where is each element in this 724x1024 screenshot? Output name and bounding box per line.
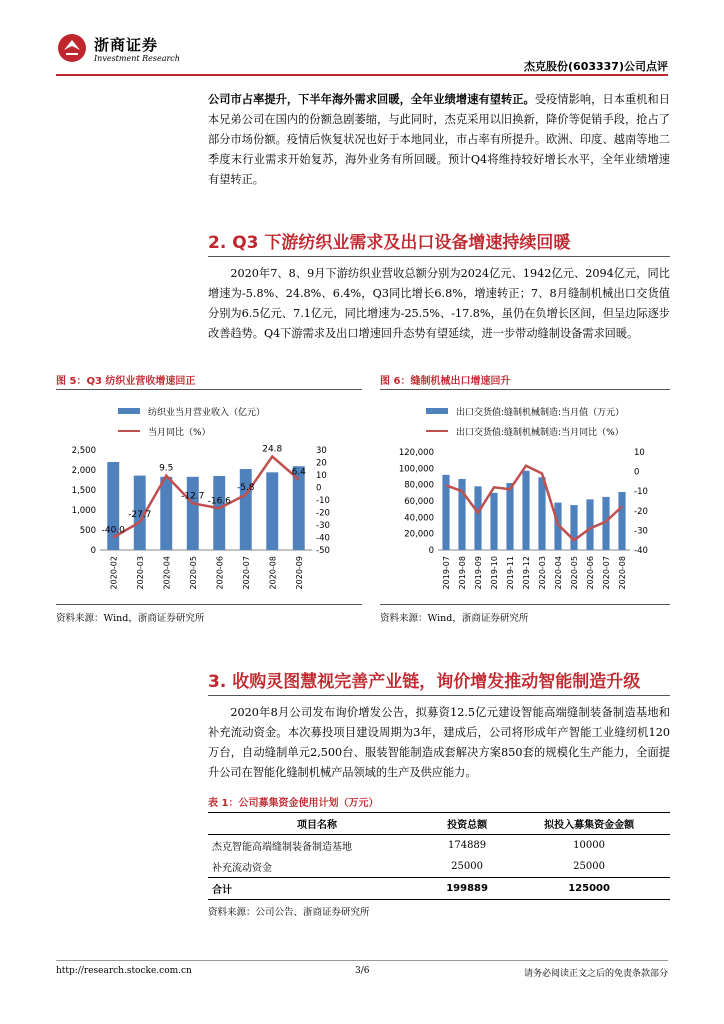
x-tick-label: 2020-06 [586, 556, 595, 590]
y-right-tick-label: -50 [316, 546, 330, 556]
intro-paragraph [208, 90, 670, 190]
section3-divider [208, 695, 670, 696]
x-tick-label: 2019-09 [474, 556, 483, 590]
y-right-tick-label: 10 [316, 471, 327, 481]
y-left-tick-label: 80,000 [404, 480, 434, 491]
y-left-tick-label: 1,500 [71, 486, 96, 496]
fig6-source: 资料来源：Wind，浙商证券研究所 [380, 613, 529, 624]
fig5-bottom-divider [56, 604, 362, 605]
y-right-tick-label: -30 [634, 526, 648, 537]
x-tick-label: 2020-05 [188, 556, 198, 590]
data-label: -16.6 [207, 496, 231, 507]
data-label: -40.0 [101, 525, 125, 536]
y-left-tick-label: 60,000 [404, 497, 434, 507]
logo-name: 浙商证券 [94, 36, 159, 54]
bar [586, 499, 593, 550]
bar [240, 469, 252, 550]
col-header: 拟投入募集资金金额 [508, 813, 670, 835]
x-tick-label: 2020-09 [294, 556, 304, 590]
y-right-tick-label: 0 [634, 467, 640, 478]
fig5-divider [56, 389, 362, 390]
x-tick-label: 2020-07 [241, 556, 251, 590]
intro-bold: 公司市占率提升，下半年海外需求回暖，全年业绩增速有望转正。 [208, 93, 535, 106]
x-tick-label: 2020-04 [554, 556, 563, 590]
y-left-tick-label: 2,500 [71, 446, 96, 456]
bar [538, 477, 545, 550]
y-left-tick-label: 0 [428, 546, 434, 556]
y-right-tick-label: -30 [316, 521, 330, 531]
table-row [208, 856, 670, 878]
bar [570, 505, 577, 550]
table-cell: 174889 [447, 840, 487, 851]
logo-icon [56, 32, 88, 64]
fig5-legend-line: 当月同比（%） [118, 424, 265, 438]
data-label: 6.4 [291, 467, 306, 478]
col-header: 项目名称 [208, 813, 426, 835]
fig6-legend-line: 出口交货值:缝制机械制造:当月同比（%） [426, 424, 624, 438]
table-total-row [208, 878, 670, 900]
section3-paragraph: 2020年8月公司发布询价增发公告，拟募资12.5亿元建设智能高端缝制装备制造基地和补充流动资金。本次募投项目建设周期为3年，建成后，公司将形成年产智能工业缝纫机120万台，自动缝制单元2,500台、服装智能制造成套解决方案850套的规模化生产能力，全面提升公司在智能化缝制机械产品领域的生产及供应能力。 [208, 706, 670, 779]
fig6-chart [380, 440, 670, 600]
y-left-tick-label: 2,000 [71, 466, 96, 476]
table-row [208, 835, 670, 857]
table-cell: 25000 [451, 861, 483, 872]
y-right-tick-label: 0 [316, 483, 322, 494]
y-right-tick-label: 20 [316, 458, 327, 469]
x-tick-label: 2020-06 [215, 556, 225, 590]
y-right-tick-label: -10 [634, 487, 648, 498]
header-divider [56, 74, 668, 76]
y-right-tick-label: 30 [316, 446, 327, 456]
bar [187, 477, 199, 550]
x-tick-label: 2020-08 [618, 556, 627, 590]
table1-title: 表 1：公司募集资金使用计划（万元） [208, 798, 379, 809]
x-tick-label: 2020-07 [602, 556, 611, 590]
y-right-tick-label: -10 [316, 496, 330, 506]
company-logo [56, 30, 196, 70]
x-tick-label: 2019-07 [442, 556, 451, 590]
data-label: -5.8 [236, 482, 255, 493]
table-cell: 杰克智能高端缝制装备制造基地 [212, 842, 352, 853]
fig5-legend-bar: 纺织业当月营业收入（亿元） [118, 404, 265, 418]
y-right-tick-label: 10 [634, 448, 645, 458]
x-tick-label: 2019-11 [506, 556, 515, 590]
page-number: 3/6 [355, 966, 370, 976]
section2-divider [208, 256, 670, 257]
table-cell: 199889 [426, 878, 508, 900]
fig5-legend [118, 404, 265, 438]
table-cell: 补充流动资金 [212, 863, 272, 874]
footer-url[interactable]: http://research.stocke.com.cn [56, 966, 192, 976]
table-cell: 合计 [208, 878, 426, 900]
bar [506, 483, 513, 550]
fig5-title: 图 5：Q3 纺织业营收增速回正 [56, 376, 196, 387]
table1-source: 资料来源：公司公告、浙商证券研究所 [208, 907, 370, 918]
section2-paragraph: 2020年7、8、9月下游纺织业营收总额分别为2024亿元、1942亿元、2094亿元，同比增速为-5.8%、24.8%、6.4%，Q3同比增长6.8%，增速转正；7、8月缝制机械出口交货值分别为6.5亿元、7.1亿元，同比增速为-25.5%、-17.8%，虽仍在负增长区间，但呈边际逐步改善趋势。Q4下游需求及出口增速回升态势有望延续，进一步带动缝制设备需求回暖。 [208, 267, 670, 340]
y-right-tick-label: -40 [634, 546, 648, 556]
fig6-divider [380, 389, 670, 390]
bar [618, 492, 625, 550]
y-right-tick-label: -20 [316, 508, 330, 519]
y-left-tick-label: 500 [79, 526, 96, 536]
data-label: 24.8 [262, 444, 283, 455]
table-cell: 125000 [508, 878, 670, 900]
y-left-tick-label: 120,000 [398, 448, 434, 458]
x-tick-label: 2020-02 [109, 556, 119, 590]
fig6-legend-bar: 出口交货值:缝制机械制造:当月值（万元） [426, 404, 624, 418]
fig5-chart [56, 440, 362, 600]
y-left-tick-label: 1,000 [71, 506, 96, 516]
table-header-row [208, 813, 670, 835]
data-label: -12.7 [181, 491, 205, 502]
report-header: 杰克股份(603337)公司点评 [524, 60, 668, 73]
logo-subtitle: Investment Research [94, 54, 180, 63]
x-tick-label: 2020-05 [570, 556, 579, 590]
section2-title: 2. Q3 下游纺织业需求及出口设备增速持续回暖 [208, 233, 571, 253]
bar [213, 476, 225, 550]
col-header: 投资总额 [426, 813, 508, 835]
bar [266, 472, 278, 550]
x-tick-label: 2019-08 [458, 556, 467, 590]
fig6-legend [426, 404, 624, 438]
x-tick-label: 2020-04 [162, 556, 172, 590]
fig5-source: 资料来源：Wind，浙商证券研究所 [56, 613, 205, 624]
data-label: 9.5 [159, 463, 174, 474]
bar [160, 477, 172, 550]
y-left-tick-label: 40,000 [404, 513, 434, 524]
x-tick-label: 2019-10 [490, 556, 499, 590]
data-label: -27.7 [128, 510, 152, 521]
y-right-tick-label: -20 [634, 506, 648, 517]
fig6-bottom-divider [380, 604, 670, 605]
fund-usage-table [208, 812, 670, 900]
x-tick-label: 2020-08 [268, 556, 278, 590]
bar [474, 486, 481, 550]
table-cell: 10000 [573, 840, 605, 851]
x-tick-label: 2020-03 [135, 556, 145, 590]
footer-disclaimer: 请务必阅读正文之后的免责条款部分 [523, 969, 668, 979]
bar [522, 471, 529, 550]
section3-title: 3. 收购灵图慧视完善产业链，询价增发推动智能制造升级 [208, 672, 641, 692]
y-right-tick-label: -40 [316, 533, 330, 544]
x-tick-label: 2019-12 [522, 556, 531, 590]
table-cell: 25000 [573, 861, 605, 872]
fig6-title: 图 6：缝制机械出口增速回升 [380, 376, 511, 387]
series-line [446, 466, 622, 540]
y-left-tick-label: 0 [90, 546, 96, 556]
bar [490, 493, 497, 550]
y-left-tick-label: 100,000 [398, 464, 434, 475]
intro-text: 受疫情影响，日本重机和日本兄弟公司在国内的份额急剧萎缩，与此同时，杰克采用以旧换新，降价等促销手段，抢占了部分市场份额。疫情后恢复状况也好于本地同业，市占率有所提升。欧洲、印度、越南等地二季度末行业需求开始复苏，海外业务有所回暖。预计Q4将维持较好增长水平，全年业绩增速有望转正。 [208, 93, 670, 186]
footer-divider [56, 960, 668, 961]
y-left-tick-label: 20,000 [404, 529, 434, 540]
x-tick-label: 2020-03 [538, 556, 547, 590]
